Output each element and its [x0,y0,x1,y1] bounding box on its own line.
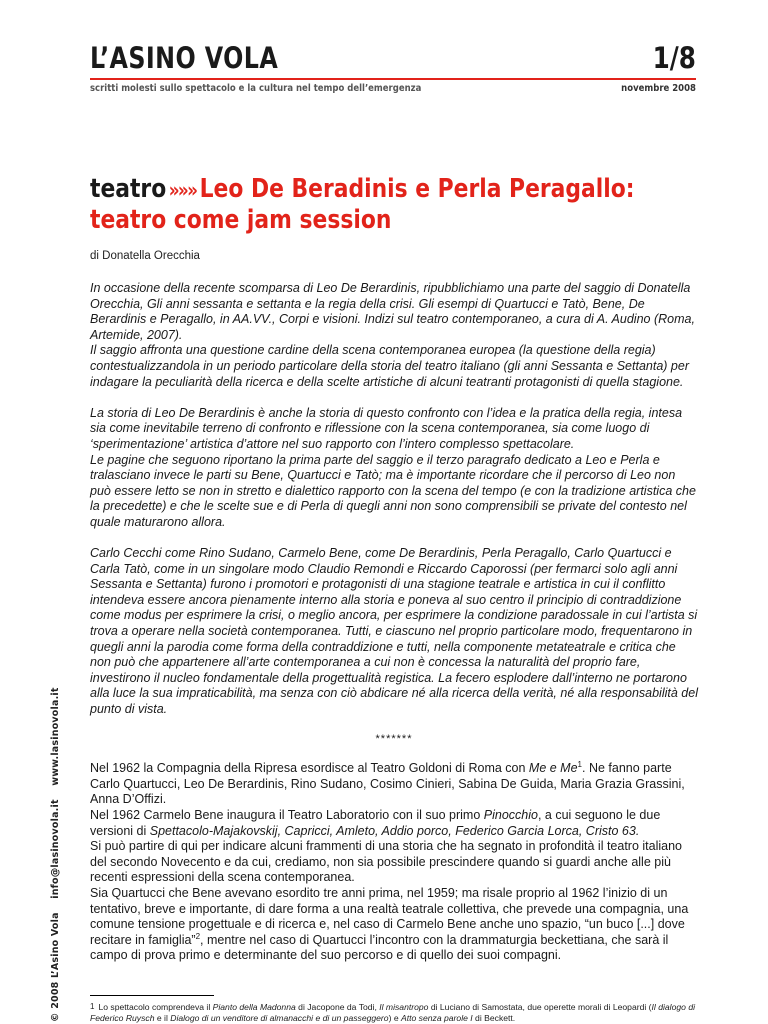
intro-paragraph-3: La storia di Leo De Berardinis è anche la storia di questo confronto con l’idea e la pratica della regia, intesa sia come inevitabile terreno di confronto e riflessione con la scena contemporanea, sia come luogo di ‘sperimentazione’ artistica d’attore nel suo rapporto con l’intero complesso spettacolare. [90,405,683,451]
footnote-ref[interactable]: 1 [577,760,582,770]
body-paragraph-3: Si può partire di qui per indicare alcuni frammenti di una storia che ha segnato in profondità il teatro italiano del secondo Novecento e da cui, crediamo, non sia possibile prescindere quando si guardi anche alle più recenti espressioni della scena contemporanea. [90,839,683,885]
magazine-subtitle: scritti molesti sullo spettacolo e la cultura nel tempo dell’emergenza [90,83,422,94]
text-run: e il [154,1012,171,1023]
issue-date: novembre 2008 [621,83,696,94]
work-titles: Spettacolo-Majakovskij, Capricci, Amleto, Addio porco, Federico Garcia Lorca, Cristo 63. [149,823,640,838]
text-run: Nel 1962 la Compagnia della Ripresa esordisce al Teatro Goldoni di Roma con [90,761,529,776]
text-run: , a cui seguono le due versioni di [90,808,661,838]
work-title: Atto senza parole I [401,1012,473,1023]
byline: di Donatella Orecchia [90,250,200,262]
text-run: Lo spettacolo comprendeva il [98,1002,213,1012]
footnote-rule [90,995,214,996]
footnote-ref[interactable]: 2 [195,931,201,941]
contact-email[interactable]: info@lasinovola.it [50,799,61,899]
text-run: di Luciano di Samostata, due operette morali di Leopardi ( [428,1002,652,1012]
section-separator: ******* [375,732,413,745]
arrows-glyph: »»» [168,178,197,202]
section-label: teatro [90,174,167,204]
article-headline [90,174,635,235]
intro-paragraph-1: In occasione della recente scomparsa di Leo De Berardinis, ripubblichiamo una parte del saggio di Donatella Orecchia, Gli anni sessanta e settanta e la regia della crisi. Gli esempi di Quartucci e Tatò, Bene, De Berardinis e Peragallo, in AA.VV., Corpi e visioni. Indizi sul teatro contemporaneo, a cura di A. Audino (Roma, Artemide, 2007). [90,281,695,342]
article-body [90,281,698,964]
body-paragraph-4 [90,886,698,964]
masthead-rule [90,78,696,80]
paragraph-gap [90,531,698,547]
masthead [90,40,696,94]
intro-paragraph-5: Carlo Cecchi come Rino Sudano, Carmelo Bene, come De Berardinis, Perla Peragallo, Carlo Quartucci e Carla Tatò, come in un singolare modo Claudio Remondi e Riccardo Caporossi (per fermarci solo agli anni Sessanta e Settanta) furono i promotori e protagonisti di una stagione teatrale e artistica in cui il conflitto intendeva essere ancora pienamente interno alla storia e poneva al suo centro il principio di contraddizione come modus per esprimere la crisi, o meglio ancora, per esprimere la condizione paradossale in cui l’artista si trova a operare nella società contemporanea. Tutti, e ciascuno nel proprio particolare modo, frequentarono in quegli anni la parodia come forma della contraddizione e tutti, nella componente metateatrale e critica che non può che appartenere all’arte contemporanea a cui non è concessa la naturalità del proprio fare, investirono il nucleo fondamentale della progettualità registica. La fecero esplodere dall’interno ne portarono alla luce la sua impraticabilità, ma senza con ciò abdicare né alla ricerca della verità, né alla responsabilità del punto di vista. [90,546,698,717]
text-run: ) e [388,1012,401,1023]
website-link[interactable]: www.lasinovola.it [50,687,61,786]
text-run: Sia Quartucci che Bene avevano esordito tre anni prima, nel 1959; ma risale proprio al 1962 l’inizio di un tentativo, breve e importante, di dare forma a una realtà teatrale collettiva, che prevede una compagnia, una comune tensione progettuale e di ricerca e, nel caso di Carmelo Bene anche uno spazio, “un buco [...] dove recitare in famiglia” [90,885,689,947]
paragraph-gap [90,390,698,406]
footnote-number: 1 [90,1002,95,1011]
body-paragraph-2 [90,808,698,839]
intro-paragraph-4: Le pagine che seguono riportano la prima parte del saggio e il terzo paragrafo dedicato a Leo e Perla e tralasciano invece le parti su Bene, Quartucci e Tatò; ma è importante ricordare che il percorso di Leo non può essere letto se non in stretto e dialettico rapporto con la scena del tempo (e con la tradizione artistica che la precedette) e che le scelte sue e di Perla di quegli anni non sono comprensibili se private del contesto nel quale maturarono allora. [90,452,696,529]
work-title: Il misantropo [379,1002,429,1012]
intro-paragraph-2: Il saggio affronta una questione cardine della scena contemporanea europea (la questione della regia) contestualizzandola in un periodo particolare della storia del teatro italiano (gli anni Sessanta e Settanta) per indagare la peculiarità della ricerca e della scelte artistiche di alcuni teatranti protagonisti di quella stagione. [90,343,689,389]
copyright-notice: © 2008 L’Asino Vola [50,912,61,1022]
work-title: Me e Me [528,761,578,776]
work-title: Il dialogo di Federico Ruysch [90,1002,696,1023]
text-run: di Beckett. [472,1012,516,1023]
vertical-sidebar [50,677,61,1022]
work-title: Pinocchio [483,808,538,822]
body-paragraph-1 [90,761,698,808]
work-title: Dialogo di un venditore di almanacchi e di un passeggero [170,1012,389,1023]
headline-line-1: Leo De Beradinis e Perla Peragallo: [199,174,635,204]
text-run: Nel 1962 Carmelo Bene inaugura il Teatro Laboratorio con il suo primo [90,808,484,822]
headline-line-2: teatro come jam session [90,205,392,235]
footnote [90,1002,696,1023]
text-run: di Jacopone da Todi, [295,1002,380,1012]
work-title: Pianto della Madonna [212,1002,296,1012]
text-run: , mentre nel caso di Quartucci l’incontro con la drammaturgia beckettiana, che sarà il campo di prova primo e determinante del suo percorso e di quello dei suoi compagni. [90,932,669,963]
magazine-title: L’ASINO VOLA [90,41,279,75]
page-number: 1/8 [652,41,696,75]
text-run: . Ne fanno parte Carlo Quartucci, Leo De Berardinis, Rino Sudano, Cosimo Cinieri, Sabina De Guida, Maria Grazia Grassini, Anna D’Offizi. [90,761,685,807]
